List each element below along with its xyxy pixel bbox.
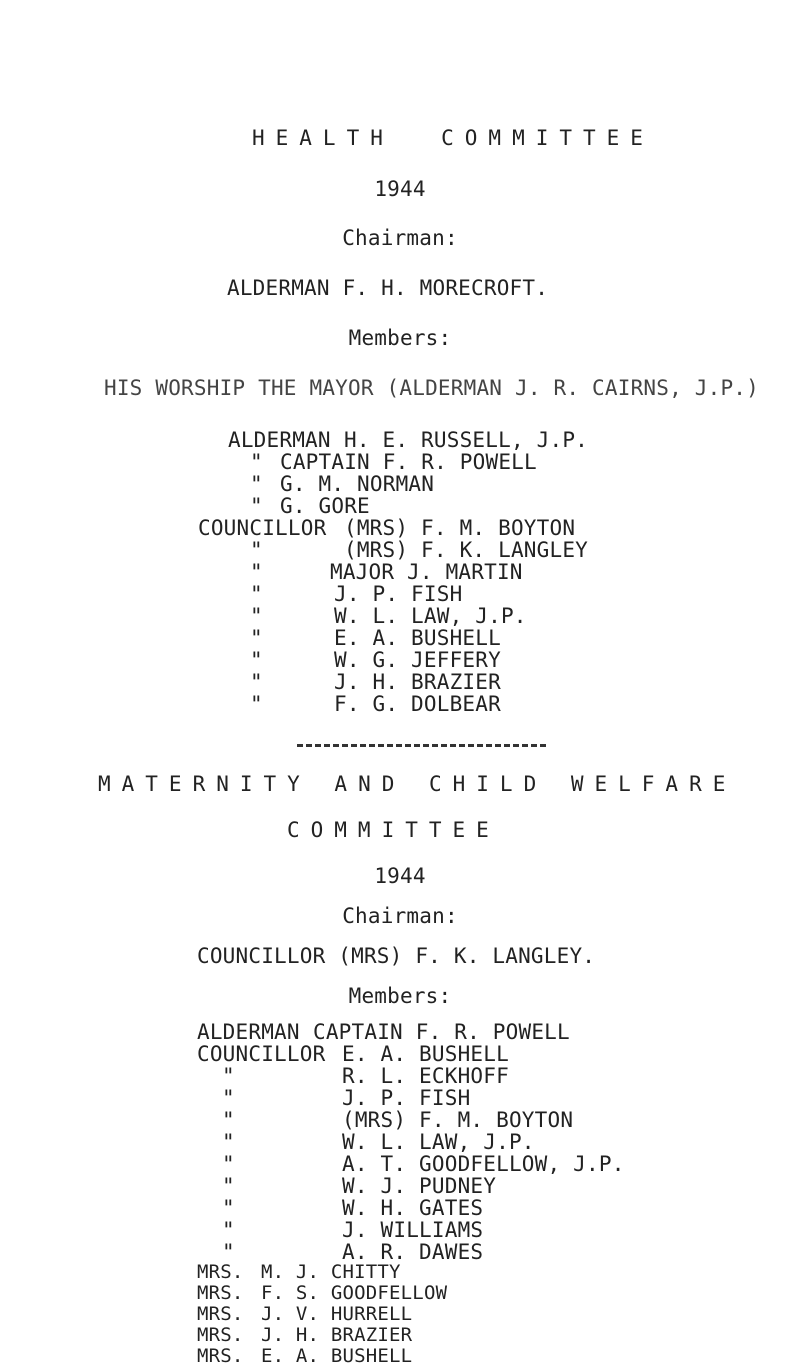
- member-prefix: ": [250, 604, 263, 628]
- member-prefix: ": [250, 560, 263, 584]
- section-divider: [297, 744, 546, 747]
- member-prefix: MRS.: [197, 1324, 244, 1346]
- member-name: R. L. ECKHOFF: [342, 1064, 509, 1088]
- member-name: J. V. HURRELL: [261, 1303, 413, 1325]
- member-prefix: ": [250, 494, 263, 518]
- member-prefix: ": [250, 450, 263, 474]
- member-prefix: ": [222, 1152, 235, 1176]
- member-name: CAPTAIN F. R. POWELL: [313, 1020, 570, 1044]
- member-name: (MRS) F. M. BOYTON: [344, 516, 576, 540]
- member-prefix: ": [250, 472, 263, 496]
- list-item: [222, 1196, 483, 1220]
- member-name: G. GORE: [280, 494, 370, 518]
- health-chairman-name: ALDERMAN F. H. MORECROFT.: [227, 276, 549, 300]
- maternity-members-label: Members:: [348, 984, 452, 1008]
- list-item: [197, 1325, 412, 1346]
- maternity-heading-line2: COMMITTEE: [287, 818, 500, 842]
- member-name: (MRS) F. M. BOYTON: [342, 1108, 574, 1132]
- list-item: [250, 626, 501, 650]
- member-name: J. H. BRAZIER: [261, 1324, 413, 1346]
- list-item: [250, 472, 434, 496]
- member-name: A. R. DAWES: [342, 1240, 484, 1264]
- member-prefix: MRS.: [197, 1303, 244, 1325]
- list-item: [197, 1262, 401, 1283]
- member-prefix: ": [250, 626, 263, 650]
- member-prefix: COUNCILLOR: [198, 516, 327, 540]
- list-item: [222, 1174, 496, 1198]
- member-prefix: ": [222, 1218, 235, 1242]
- list-item: [250, 582, 462, 606]
- health-committee-year: 1944: [374, 177, 426, 201]
- member-name: E. A. BUSHELL: [342, 1042, 509, 1066]
- member-prefix: ": [222, 1130, 235, 1154]
- maternity-chairman-name: COUNCILLOR (MRS) F. K. LANGLEY.: [197, 944, 596, 968]
- health-chairman-label: Chairman:: [342, 226, 458, 250]
- member-prefix: ": [250, 538, 263, 562]
- member-prefix: ": [250, 670, 263, 694]
- member-name: MAJOR J. MARTIN: [330, 560, 523, 584]
- health-members-label: Members:: [348, 326, 452, 350]
- member-name: W. L. LAW, J.P.: [334, 604, 527, 628]
- member-name: W. J. PUDNEY: [342, 1174, 497, 1198]
- list-item: [250, 604, 527, 628]
- member-name: J. P. FISH: [342, 1086, 471, 1110]
- list-item: [228, 428, 588, 452]
- member-prefix: ": [222, 1196, 235, 1220]
- member-name: W. L. LAW, J.P.: [342, 1130, 535, 1154]
- member-name: CAPTAIN F. R. POWELL: [280, 450, 537, 474]
- member-name: J. WILLIAMS: [342, 1218, 484, 1242]
- maternity-heading-line1: MATERNITY AND CHILD WELFARE: [98, 772, 737, 796]
- member-prefix: ": [250, 582, 263, 606]
- member-prefix: ": [222, 1086, 235, 1110]
- member-name: J. P. FISH: [334, 582, 463, 606]
- health-committee-heading: HEALTH COMMITTEE: [252, 126, 654, 150]
- member-prefix: MRS.: [197, 1282, 244, 1304]
- member-name: F. G. DOLBEAR: [334, 692, 501, 716]
- list-item: [222, 1130, 535, 1154]
- list-item: [197, 1346, 412, 1367]
- member-prefix: COUNCILLOR: [197, 1042, 326, 1066]
- member-name: E. A. BUSHELL: [334, 626, 501, 650]
- maternity-committee-year: 1944: [374, 864, 426, 888]
- member-prefix: ": [222, 1240, 235, 1264]
- member-name: F. S. GOODFELLOW: [261, 1282, 448, 1304]
- list-item: [250, 692, 501, 716]
- list-item: [222, 1108, 573, 1132]
- list-item: [222, 1218, 483, 1242]
- member-prefix: ": [222, 1108, 235, 1132]
- member-name: W. G. JEFFERY: [334, 648, 501, 672]
- member-name: E. A. BUSHELL: [261, 1345, 413, 1367]
- list-item: [250, 494, 370, 518]
- member-prefix: ALDERMAN: [197, 1020, 300, 1044]
- member-name: (MRS) F. K. LANGLEY: [344, 538, 589, 562]
- member-name: M. J. CHITTY: [261, 1261, 401, 1283]
- health-mayor-line: HIS WORSHIP THE MAYOR (ALDERMAN J. R. CAIRNS, J.P.): [104, 376, 759, 400]
- maternity-chairman-label: Chairman:: [342, 904, 458, 928]
- list-item: [197, 1283, 447, 1304]
- member-prefix: ALDERMAN: [228, 428, 331, 452]
- member-name: H. E. RUSSELL, J.P.: [344, 428, 589, 452]
- list-item: [250, 538, 588, 562]
- list-item: [250, 450, 537, 474]
- list-item: [222, 1152, 625, 1176]
- member-name: A. T. GOODFELLOW, J.P.: [342, 1152, 625, 1176]
- member-prefix: ": [250, 692, 263, 716]
- member-name: J. H. BRAZIER: [334, 670, 501, 694]
- member-prefix: ": [222, 1064, 235, 1088]
- list-item: [222, 1086, 470, 1110]
- member-name: G. M. NORMAN: [280, 472, 435, 496]
- list-item: [250, 648, 501, 672]
- member-name: W. H. GATES: [342, 1196, 484, 1220]
- list-item: [197, 1304, 412, 1325]
- list-item: [198, 516, 575, 540]
- member-prefix: MRS.: [197, 1345, 244, 1367]
- list-item: [197, 1020, 570, 1044]
- member-prefix: MRS.: [197, 1261, 244, 1283]
- list-item: [197, 1042, 509, 1066]
- list-item: [250, 670, 501, 694]
- member-prefix: ": [250, 648, 263, 672]
- member-prefix: ": [222, 1174, 235, 1198]
- list-item: [250, 560, 523, 584]
- list-item: [222, 1064, 509, 1088]
